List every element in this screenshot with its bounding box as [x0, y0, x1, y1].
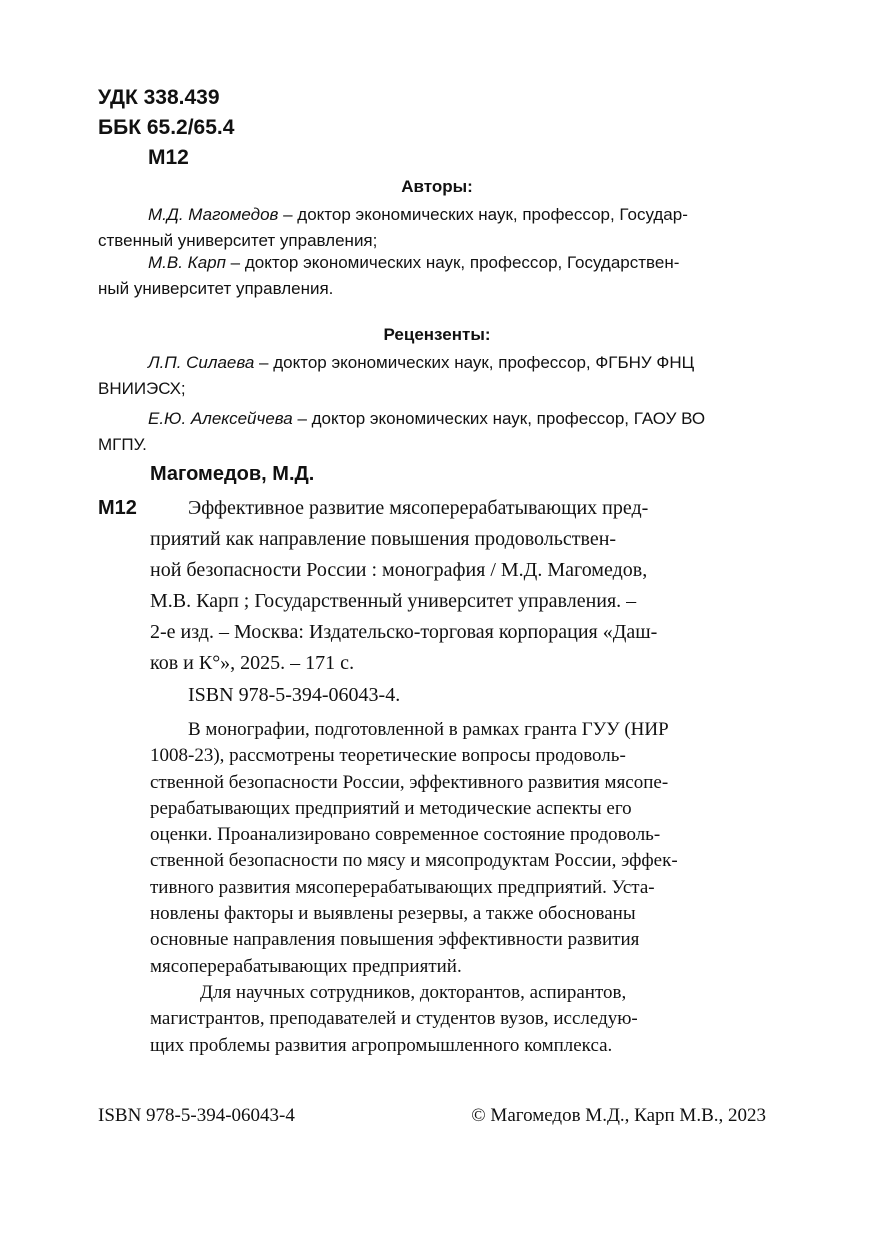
- entry-mark: М12: [98, 497, 137, 519]
- entry-title: [150, 493, 776, 679]
- author-description: – доктор экономических наук, профессор, Государ-: [278, 205, 688, 224]
- entry-author-heading: Магомедов, М.Д.: [150, 463, 315, 485]
- author-name: М.В. Карп: [148, 253, 226, 272]
- author-name: М.Д. Магомедов: [148, 205, 279, 224]
- reviewer-description-cont: МГПУ.: [98, 435, 147, 454]
- footer-isbn: ISBN 978-5-394-06043-4: [98, 1105, 295, 1126]
- annotation-line: рерабатывающих предприятий и методические аспекты его: [150, 797, 632, 819]
- annotation: [150, 717, 776, 1059]
- reviewer-description-cont: ВНИИЭСХ;: [98, 379, 186, 398]
- reviewer-description: – доктор экономических наук, профессор, ФГБНУ ФНЦ: [254, 353, 695, 372]
- entry-title-line: 2-е изд. – Москва: Издательско-торговая корпорация «Даш-: [150, 621, 658, 643]
- bbk-code: ББК 65.2/65.4: [98, 116, 235, 139]
- entry-title-line: Эффективное развитие мясоперерабатывающих пред-: [188, 497, 649, 519]
- annotation-line: оценки. Проанализировано современное состояние продоволь-: [150, 824, 661, 846]
- authors-heading: Авторы:: [401, 177, 473, 196]
- footer-copyright: © Магомедов М.Д., Карп М.В., 2023: [471, 1105, 766, 1126]
- annotation-line: мясоперерабатывающих предприятий.: [150, 955, 462, 977]
- reviewer-name: Л.П. Силаева: [148, 353, 255, 372]
- author-description: – доктор экономических наук, профессор, Государствен-: [225, 253, 680, 272]
- reviewer-name: Е.Ю. Алексейчева: [148, 409, 293, 428]
- entry-title-line: М.В. Карп ; Государственный университет управления. –: [150, 590, 637, 612]
- reviewers-heading: Рецензенты:: [383, 325, 491, 344]
- author-mark: М12: [148, 146, 189, 169]
- author-entry: [98, 202, 776, 254]
- entry-title-line: ной безопасности России : монография / М.Д. Магомедов,: [150, 559, 648, 581]
- udk-code: УДК 338.439: [98, 86, 220, 109]
- audience-line: Для научных сотрудников, докторантов, аспирантов,: [200, 981, 627, 1003]
- reviewer-entry: [98, 406, 776, 458]
- annotation-line: В монографии, подготовленной в рамках гранта ГУУ (НИР: [188, 719, 669, 740]
- entry-title-line: ков и К°», 2025. – 171 с.: [150, 652, 355, 674]
- annotation-line: новлены факторы и выявлены резервы, а также обоснованы: [150, 903, 636, 925]
- annotation-line: ственной безопасности по мясу и мясопродуктам России, эффек-: [150, 850, 678, 872]
- reviewer-entry: [98, 350, 776, 402]
- annotation-line: ственной безопасности России, эффективного развития мясопе-: [150, 771, 669, 793]
- annotation-line: тивного развития мясоперерабатывающих предприятий. Уста-: [150, 876, 655, 898]
- reviewer-description: – доктор экономических наук, профессор, ГАОУ ВО: [292, 409, 706, 428]
- audience-line: магистрантов, преподавателей и студентов вузов, исследую-: [150, 1008, 638, 1030]
- annotation-line: 1008-23), рассмотрены теоретические вопросы продоволь-: [150, 745, 626, 767]
- author-entry: [98, 250, 776, 302]
- entry-isbn: ISBN 978-5-394-06043-4.: [188, 684, 401, 706]
- author-description-cont: ственный университет управления;: [98, 231, 378, 250]
- annotation-line: основные направления повышения эффективности развития: [150, 929, 640, 951]
- author-description-cont: ный университет управления.: [98, 279, 334, 298]
- entry-title-line: приятий как направление повышения продовольствен-: [150, 528, 617, 550]
- audience-line: щих проблемы развития агропромышленного комплекса.: [150, 1034, 613, 1056]
